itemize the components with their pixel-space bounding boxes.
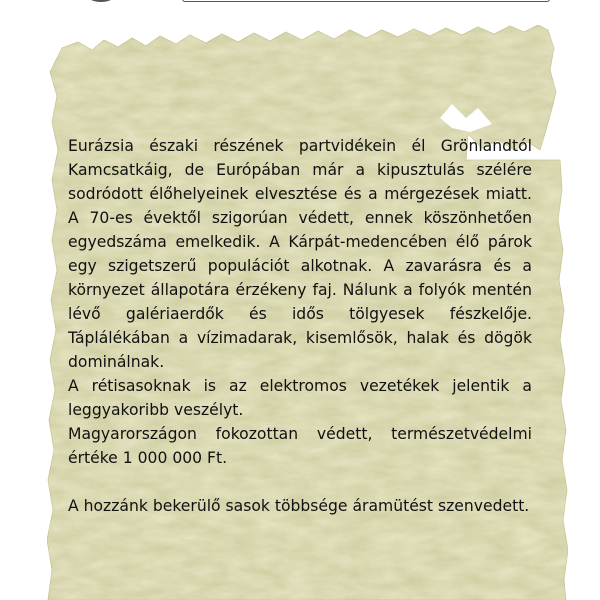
paragraph-protection: Magyarországon fokozottan védett, természetvédelmi értéke 1 000 000 Ft.	[68, 425, 532, 467]
paragraph-threat: A rétisasoknak is az elektromos vezetékek jelentik a leggyakoribb veszélyt.	[68, 377, 532, 419]
body-text	[68, 134, 532, 518]
paragraph-injury: A hozzánk bekerülő sasok többsége áramütést szenvedett.	[68, 497, 530, 515]
logo-seal-fragment	[72, 0, 132, 8]
paragraph-description: Eurázsia északi részének partvidékein él Grönlandtól Kamcsatkáig, de Európában már a kipusztulás szélére sodródott élőhelyeinek elvesztése és a mérgezések miatt. A 70-es évektől szigorúan védett, ennek köszönhetően egyedszáma emelkedik. A Kárpát-medencében élő párok egy szigetszerű populációt alkotnak. A zavarásra és a környezet állapotára érzékeny faj. Nálunk a folyók mentén lévő galériaerdők és idős tölgyesek fészkelője. Táplálékában a vízimadarak, kisemlősök, halak és dögök dominálnak.	[68, 137, 532, 371]
header-box-fragment	[182, 0, 550, 2]
